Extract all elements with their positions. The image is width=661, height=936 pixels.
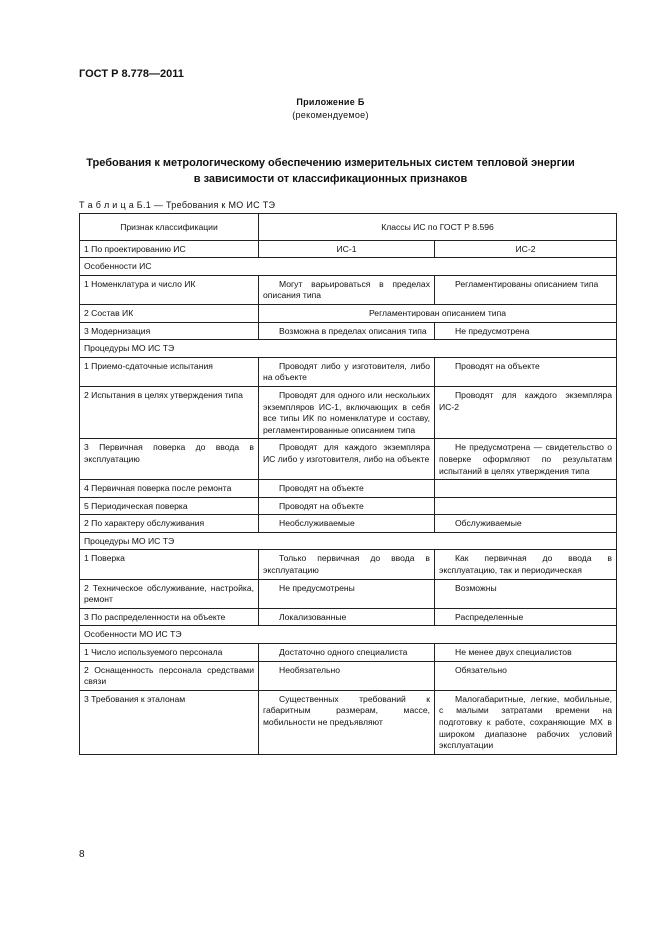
- is1-cell: Проводят на объекте: [259, 497, 435, 515]
- is1-cell: Не предусмотрены: [259, 579, 435, 608]
- is1-cell: Необслуживаемые: [259, 515, 435, 533]
- is1-cell: Необязательно: [259, 661, 435, 690]
- is2-cell: ИС-2: [435, 240, 617, 258]
- is2-cell: Регламентированы описанием типа: [435, 275, 617, 304]
- is1-cell: Только первичная до ввода в эксплуатацию: [259, 550, 435, 579]
- feature-cell: 2 Оснащенность персонала средствами связи: [80, 661, 259, 690]
- feature-cell: 1 Поверка: [80, 550, 259, 579]
- table-row: [80, 275, 617, 304]
- page-title-line1: Требования к метрологическому обеспечению измерительных систем тепловой энергии: [86, 157, 575, 169]
- table-row: [80, 240, 617, 258]
- section-row: [80, 258, 617, 276]
- feature-cell: 1 Номенклатура и число ИК: [80, 275, 259, 304]
- is1-cell: Проводят либо у изготовителя, либо на объекте: [259, 357, 435, 386]
- table-caption: Т а б л и ц а Б.1 — Требования к МО ИС ТЭ: [79, 200, 276, 210]
- feature-cell: 5 Периодическая поверка: [80, 497, 259, 515]
- feature-cell: 3 Модернизация: [80, 322, 259, 340]
- document-header: ГОСТ Р 8.778—2011: [79, 68, 184, 80]
- table-row: [80, 608, 617, 626]
- feature-cell: 3 Требования к эталонам: [80, 690, 259, 754]
- is2-cell: Как первичная до ввода в эксплуатацию, так и периодическая: [435, 550, 617, 579]
- is2-cell: Не предусмотрена — свидетельство о поверке оформляют по результатам испытаний в целях утверждения типа: [435, 439, 617, 480]
- table-row: [80, 304, 617, 322]
- is1-cell: Проводят для каждого экземпляра ИС либо у изготовителя, либо на объекте: [259, 439, 435, 480]
- is2-cell: [435, 497, 617, 515]
- is2-cell: Проводят на объекте: [435, 357, 617, 386]
- section-row: [80, 532, 617, 550]
- is2-cell: Проводят для каждого экземпляра ИС-2: [435, 386, 617, 438]
- is1-cell: ИС-1: [259, 240, 435, 258]
- feature-cell: 2 По характеру обслуживания: [80, 515, 259, 533]
- appendix-status: (рекомендуемое): [292, 110, 369, 120]
- feature-cell: 1 По проектированию ИС: [80, 240, 259, 258]
- table-header-row: [80, 214, 617, 241]
- is2-cell: Возможны: [435, 579, 617, 608]
- is1-cell: Проводят для одного или нескольких экземпляров ИС-1, включающих в себя все типы ИК по номенклатуре и составу, регламентированные описанием типа: [259, 386, 435, 438]
- page-number: 8: [79, 849, 85, 860]
- is2-cell: Не предусмотрена: [435, 322, 617, 340]
- is1-cell: Локализованные: [259, 608, 435, 626]
- is2-cell: Обязательно: [435, 661, 617, 690]
- table-row: [80, 579, 617, 608]
- merged-value-cell: Регламентирован описанием типа: [259, 304, 617, 322]
- is1-cell: Достаточно одного специалиста: [259, 644, 435, 662]
- table-row: [80, 386, 617, 438]
- section-row: [80, 626, 617, 644]
- feature-cell: 2 Состав ИК: [80, 304, 259, 322]
- table-row: [80, 480, 617, 498]
- header-cell-classes: Классы ИС по ГОСТ Р 8.596: [259, 214, 617, 241]
- feature-cell: 3 По распределенности на объекте: [80, 608, 259, 626]
- is1-cell: Могут варьироваться в пределах описания типа: [259, 275, 435, 304]
- is1-cell: Существенных требований к габаритным размерам, массе, мобильности не предъявляют: [259, 690, 435, 754]
- is2-cell: Обслуживаемые: [435, 515, 617, 533]
- is2-cell: Распределенные: [435, 608, 617, 626]
- is1-cell: Проводят на объекте: [259, 480, 435, 498]
- table-row: [80, 322, 617, 340]
- feature-cell: 2 Испытания в целях утверждения типа: [80, 386, 259, 438]
- feature-cell: 2 Техническое обслуживание, настройка, ремонт: [80, 579, 259, 608]
- table-row: [80, 644, 617, 662]
- feature-cell: 1 Число используемого персонала: [80, 644, 259, 662]
- requirements-table: [79, 213, 617, 755]
- is2-cell: [435, 480, 617, 498]
- table-row: [80, 439, 617, 480]
- table-row: [80, 690, 617, 754]
- feature-cell: 1 Приемо-сдаточные испытания: [80, 357, 259, 386]
- is1-cell: Возможна в пределах описания типа: [259, 322, 435, 340]
- table-row: [80, 357, 617, 386]
- section-cell: Процедуры МО ИС ТЭ: [80, 532, 617, 550]
- section-cell: Особенности МО ИС ТЭ: [80, 626, 617, 644]
- feature-cell: 4 Первичная поверка после ремонта: [80, 480, 259, 498]
- header-cell-feature: Признак классификации: [80, 214, 259, 241]
- is2-cell: Малогабаритные, легкие, мобильные, с малыми затратами времени на подготовку к работе, сохраняющие МХ в широком диапазоне рабочих условий эксплуатации: [435, 690, 617, 754]
- section-cell: Процедуры МО ИС ТЭ: [80, 340, 617, 358]
- table-row: [80, 550, 617, 579]
- section-cell: Особенности ИС: [80, 258, 617, 276]
- table-row: [80, 515, 617, 533]
- table-row: [80, 661, 617, 690]
- appendix-label: Приложение Б: [296, 97, 365, 107]
- feature-cell: 3 Первичная поверка до ввода в эксплуатацию: [80, 439, 259, 480]
- table-row: [80, 497, 617, 515]
- page-title-line2: в зависимости от классификационных признаков: [193, 173, 468, 185]
- section-row: [80, 340, 617, 358]
- is2-cell: Не менее двух специалистов: [435, 644, 617, 662]
